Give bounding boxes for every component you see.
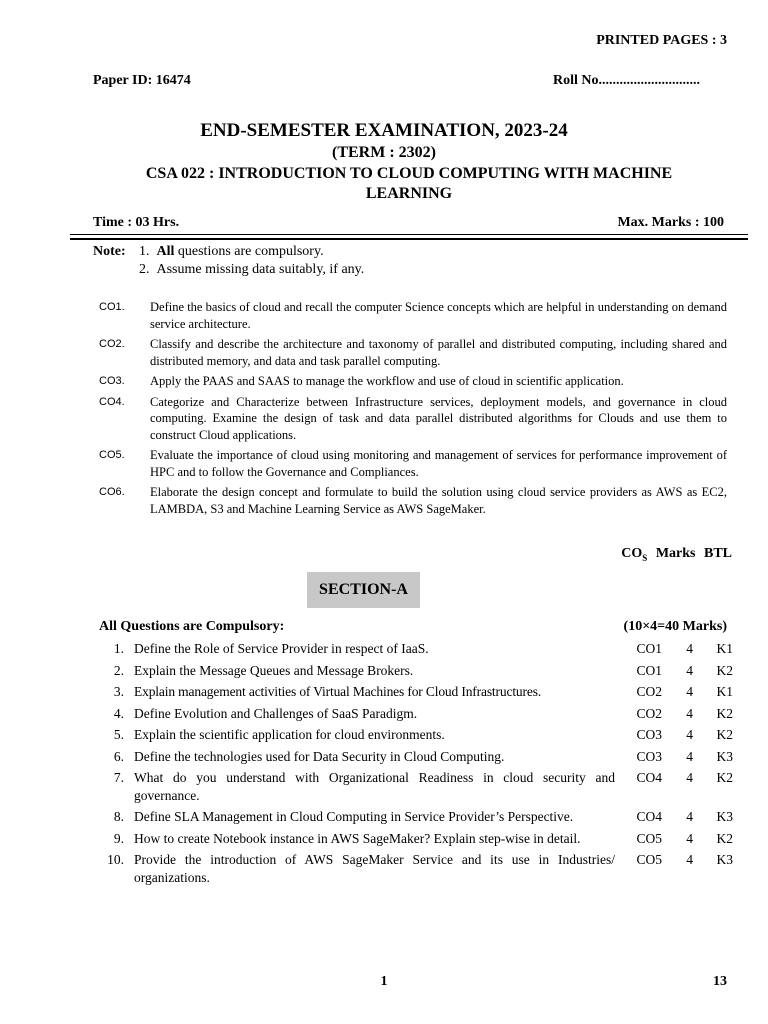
question-item bbox=[88, 683, 738, 701]
course-outcome-item bbox=[99, 336, 727, 369]
question-btl: K3 bbox=[716, 748, 733, 764]
course-outcome-id: CO4. bbox=[99, 395, 125, 408]
course-outcome-id: CO5. bbox=[99, 449, 125, 461]
page-code: 13 bbox=[713, 974, 727, 989]
question-btl: K1 bbox=[716, 684, 733, 699]
question-co: CO5 bbox=[636, 852, 662, 867]
exam-time: Time : 03 Hrs. bbox=[93, 215, 180, 230]
max-marks: Max. Marks : 100 bbox=[617, 215, 724, 230]
question-marks: 4 bbox=[686, 641, 693, 656]
course-outcome-id: CO1. bbox=[99, 301, 125, 313]
course-outcome-text: Define the basics of cloud and recall the computer Science concepts which are helpful in understanding on demand service architecture. bbox=[150, 300, 727, 331]
note-number: 2. bbox=[139, 262, 150, 277]
question-marks: 4 bbox=[686, 727, 693, 742]
question-marks: 4 bbox=[686, 662, 693, 678]
question-text: What do you understand with Organizational Readiness in cloud security and governance. bbox=[134, 770, 615, 803]
note-item bbox=[93, 243, 364, 261]
question-number: 4. bbox=[113, 705, 124, 721]
question-number: 10. bbox=[107, 852, 124, 867]
question-number: 7. bbox=[113, 770, 124, 785]
question-btl: K3 bbox=[716, 852, 733, 867]
note-label: Note: bbox=[93, 244, 126, 259]
note-emphasis: All bbox=[156, 244, 175, 259]
course-outcome-item bbox=[99, 394, 727, 444]
question-btl: K1 bbox=[716, 641, 733, 656]
question-item bbox=[88, 705, 738, 723]
question-co: CO4 bbox=[636, 809, 662, 824]
question-co: CO2 bbox=[636, 684, 662, 699]
question-co: CO1 bbox=[636, 641, 662, 656]
question-item bbox=[88, 830, 738, 848]
note-number: 1. bbox=[139, 244, 150, 259]
question-text: Provide the introduction of AWS SageMaker Service and its use in Industries/ organizations. bbox=[134, 852, 615, 885]
course-outcome-id: CO3. bbox=[99, 375, 125, 387]
question-co: CO5 bbox=[636, 830, 662, 846]
course-outcome-text: Classify and describe the architecture and taxonomy of parallel and distributed computing, including shared and distributed memory, and data and task parallel computing. bbox=[150, 337, 727, 368]
exam-title: END-SEMESTER EXAMINATION, 2023-24 bbox=[200, 120, 568, 141]
question-number: 3. bbox=[113, 684, 124, 699]
column-header-cos: $CO_S$ bbox=[621, 546, 648, 563]
question-item bbox=[88, 808, 738, 826]
divider-thick bbox=[70, 238, 748, 240]
column-headers bbox=[621, 546, 732, 563]
course-outcome-item bbox=[99, 447, 727, 480]
course-outcome-item bbox=[99, 373, 727, 390]
section-instruction: All Questions are Compulsory: bbox=[99, 619, 285, 634]
question-marks: 4 bbox=[686, 684, 693, 699]
course-outcome-text: Evaluate the importance of cloud using monitoring and management of services for performance improvement of HPC and to follow the Governance and Compliances. bbox=[150, 448, 727, 479]
question-item bbox=[88, 726, 738, 744]
exam-term: (TERM : 2302) bbox=[332, 144, 436, 161]
question-text: Define the Role of Service Provider in respect of IaaS. bbox=[134, 641, 429, 656]
question-number: 2. bbox=[113, 662, 124, 678]
question-number: 5. bbox=[113, 727, 124, 742]
course-title: CSA 022 : INTRODUCTION TO CLOUD COMPUTING WITH MACHINE LEARNING bbox=[145, 165, 673, 202]
question-marks: 4 bbox=[686, 830, 693, 846]
question-item bbox=[88, 769, 738, 804]
question-number: 1. bbox=[113, 641, 124, 656]
question-btl: K2 bbox=[716, 830, 733, 846]
question-marks: 4 bbox=[686, 748, 693, 764]
note-item bbox=[93, 261, 364, 279]
notes bbox=[93, 243, 364, 279]
question-marks: 4 bbox=[686, 705, 693, 721]
question-number: 9. bbox=[113, 830, 124, 846]
question-text: Explain management activities of Virtual Machines for Cloud Infrastructures. bbox=[134, 684, 542, 699]
note-text: Assume missing data suitably, if any. bbox=[156, 262, 365, 277]
question-btl: K2 bbox=[716, 705, 733, 721]
question-btl: K2 bbox=[716, 770, 733, 785]
section-marks: (10×4=40 Marks) bbox=[623, 619, 727, 634]
question-number: 8. bbox=[113, 809, 124, 824]
roll-number: Roll No............................. bbox=[553, 73, 700, 88]
printed-pages: PRINTED PAGES : 3 bbox=[596, 33, 727, 48]
question-marks: 4 bbox=[686, 852, 693, 867]
course-outcome-text: Elaborate the design concept and formulate to build the solution using cloud service providers as AWS as EC2, LAMBDA, S3 and Machine Learning Service as AWS SageMaker. bbox=[150, 485, 727, 516]
question-text: Define the technologies used for Data Security in Cloud Computing. bbox=[134, 748, 505, 764]
section-title: SECTION-A bbox=[307, 572, 420, 608]
column-header-btl: BTL bbox=[703, 546, 732, 561]
question-btl: K3 bbox=[716, 809, 733, 824]
question-text: How to create Notebook instance in AWS SageMaker? Explain step-wise in detail. bbox=[134, 830, 581, 846]
column-header-marks: Marks bbox=[655, 546, 696, 561]
question-item bbox=[88, 748, 738, 766]
divider-thin bbox=[70, 234, 748, 235]
question-btl: K2 bbox=[716, 727, 733, 742]
course-outcome-text: Apply the PAAS and SAAS to manage the workflow and use of cloud in scientific application. bbox=[150, 374, 624, 388]
question-co: CO2 bbox=[636, 705, 662, 721]
question-marks: 4 bbox=[686, 770, 693, 785]
course-outcomes-list bbox=[99, 299, 727, 521]
question-number: 6. bbox=[113, 748, 124, 764]
question-co: CO3 bbox=[636, 727, 662, 742]
question-btl: K2 bbox=[716, 662, 733, 678]
course-outcome-item bbox=[99, 299, 727, 332]
note-text: questions are compulsory. bbox=[174, 244, 324, 259]
course-outcome-text: Categorize and Characterize between Infrastructure services, deployment models, and governance in cloud computing. Examine the design of task and data parallel distributed algorithms for Clouds and use them to construct Cloud applications. bbox=[150, 394, 727, 442]
question-text: Define Evolution and Challenges of SaaS Paradigm. bbox=[134, 705, 418, 721]
paper-id: Paper ID: 16474 bbox=[93, 73, 191, 88]
course-outcome-id: CO6. bbox=[99, 486, 125, 498]
question-marks: 4 bbox=[686, 809, 693, 824]
question-co: CO3 bbox=[636, 748, 662, 764]
question-co: CO4 bbox=[636, 770, 662, 785]
question-item bbox=[88, 851, 738, 886]
question-text: Define SLA Management in Cloud Computing in Service Provider’s Perspective. bbox=[134, 809, 574, 824]
question-text: Explain the scientific application for cloud environments. bbox=[134, 727, 445, 742]
page-number: 1 bbox=[380, 974, 388, 989]
question-co: CO1 bbox=[636, 662, 662, 678]
question-list bbox=[88, 640, 738, 890]
course-outcome-item bbox=[99, 484, 727, 517]
question-item bbox=[88, 640, 738, 658]
course-outcome-id: CO2. bbox=[99, 338, 125, 350]
question-item bbox=[88, 662, 738, 680]
question-text: Explain the Message Queues and Message Brokers. bbox=[134, 662, 414, 678]
